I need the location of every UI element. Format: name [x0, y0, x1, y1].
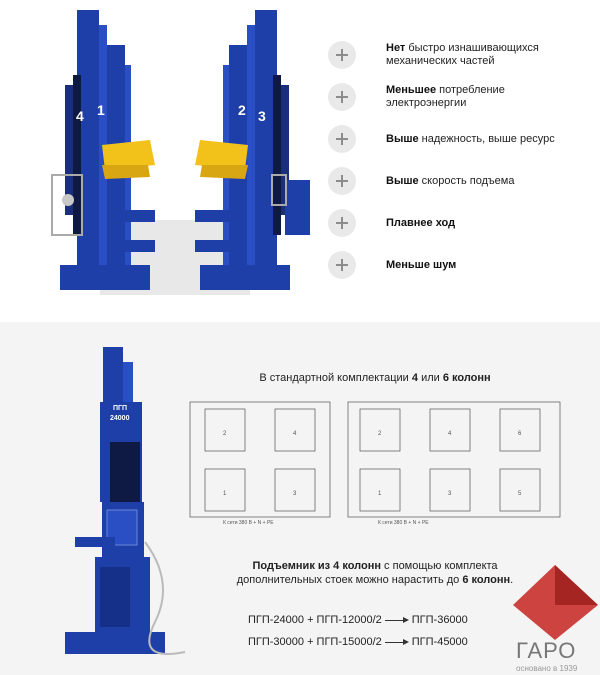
column-label-4: 4: [76, 108, 84, 124]
arrow-right-icon: [385, 639, 409, 645]
feature-text: Выше надежность, выше ресурс: [386, 132, 555, 145]
formula-left: ПГП-30000 + ПГП-15000/2: [248, 636, 382, 648]
upgrade-info: Подъемник из 4 колонн с помощью комплекта дополнительных стоек можно нарастить до 6 колонн.: [236, 560, 514, 586]
plus-icon: [328, 83, 356, 111]
feature-text: Меньшее потребление электроэнергии: [386, 84, 505, 109]
configuration-section: [0, 322, 600, 675]
feature-item: [328, 76, 588, 118]
diagram-right-col: 6: [518, 431, 522, 437]
feature-list: [328, 34, 588, 286]
benefits-section: [0, 0, 600, 322]
logo-tagline: основано в 1939: [516, 664, 578, 673]
layout-diagram: [185, 397, 565, 527]
feature-text: Плавнее ход: [386, 216, 456, 229]
feature-item: [328, 202, 588, 244]
diagram-left-col: 1: [223, 491, 227, 497]
plus-icon: [328, 41, 356, 69]
feature-item: [328, 118, 588, 160]
diagram-left-col: 3: [293, 491, 297, 497]
lift-columns-photo: [40, 5, 310, 305]
feature-text: Нет быстро изнашивающихся механических частей: [386, 42, 539, 67]
column-label-3: 3: [258, 108, 266, 124]
column-plate-capacity: 24000: [110, 415, 130, 422]
formula-row: [248, 614, 468, 626]
diagram-left-col: 2: [223, 431, 227, 437]
logo-name: ГАРО: [516, 638, 577, 663]
diagram-power-label: К сети 380 В + N + PE: [378, 520, 429, 526]
plus-icon: [328, 167, 356, 195]
arrow-right-icon: [385, 617, 409, 623]
plus-icon: [328, 209, 356, 237]
column-label-2: 2: [238, 102, 246, 118]
feature-item: [328, 34, 588, 76]
formula-row: [248, 636, 468, 648]
feature-item: [328, 160, 588, 202]
diagram-right-col: 4: [448, 431, 452, 437]
feature-item: [328, 244, 588, 286]
diagram-right-col: 1: [378, 491, 382, 497]
config-title: В стандартной комплектации 4 или 6 колонн: [259, 372, 491, 384]
formula-left: ПГП-24000 + ПГП-12000/2: [248, 614, 382, 626]
feature-text: Меньше шум: [386, 258, 457, 271]
formula-right: ПГП-45000: [411, 636, 468, 648]
diagram-right-col: 5: [518, 491, 522, 497]
diagram-left-col: 4: [293, 431, 297, 437]
diagram-right-col: 2: [378, 431, 382, 437]
plus-icon: [328, 125, 356, 153]
single-column-photo: [55, 342, 195, 662]
formula-right: ПГП-36000: [411, 614, 468, 626]
diagram-power-label: К сети 380 В + N + PE: [223, 520, 274, 526]
column-plate-model: ПГП: [113, 405, 128, 412]
plus-icon: [328, 251, 356, 279]
column-label-1: 1: [97, 102, 105, 118]
feature-text: Выше скорость подъема: [386, 174, 515, 187]
diagram-right-col: 3: [448, 491, 452, 497]
